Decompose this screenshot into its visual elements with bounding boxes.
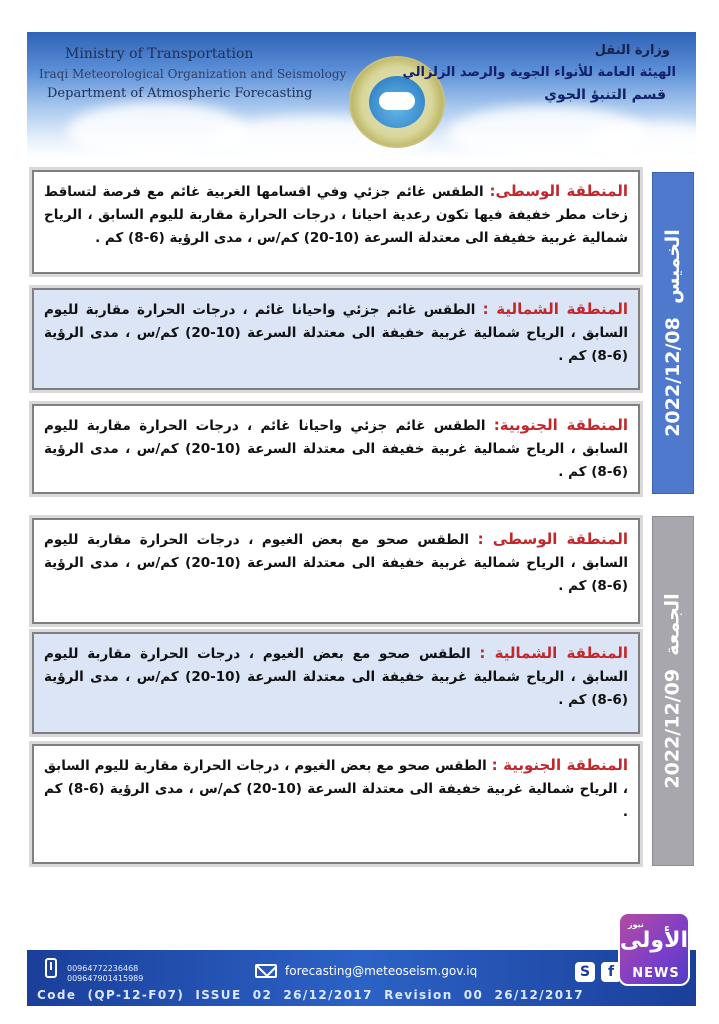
day-name: الجمعة xyxy=(662,593,685,656)
skype-icon[interactable]: S xyxy=(575,962,595,982)
contact-email[interactable]: forecasting@meteoseism.gov.iq xyxy=(285,964,478,978)
forecast-thursday-south xyxy=(32,404,640,494)
date-label xyxy=(662,593,684,788)
region-forecast-text: الطقس صحو مع بعض الغيوم ، درجات الحرارة مقاربة لليوم السابق ، الرياح شمالية غربية خفيفة الى معتدلة السرعة (10-20) كم/س ، مدى الرؤية (6-8) كم . xyxy=(44,646,628,708)
region-name: المنطقة الجنوبية: xyxy=(493,416,628,434)
department-name-en: Department of Atmospheric Forecasting xyxy=(47,86,313,101)
phone-icon xyxy=(45,958,57,978)
ministry-name-en: Ministry of Transportation xyxy=(65,46,254,62)
date-value: 2022/12/09 xyxy=(662,668,685,789)
watermark-main: الأولى xyxy=(619,928,688,953)
region-name: المنطقة الوسطى : xyxy=(477,530,628,548)
date-label xyxy=(662,229,684,437)
forecast-thursday-central xyxy=(32,170,640,274)
footer-bar xyxy=(27,950,696,1006)
watermark-news: NEWS xyxy=(632,966,680,981)
region-forecast-text: الطقس غائم جزئي واحيانا غائم ، درجات الحرارة مقاربة لليوم السابق ، الرياح شمالية غربية خفيفة الى معتدلة السرعة (10-20) كم/س ، مدى الرؤية (6-8) كم . xyxy=(44,302,628,364)
header-arabic xyxy=(402,40,676,106)
region-name: المنطقة الجنوبية : xyxy=(491,756,628,774)
forecast-friday-north xyxy=(32,632,640,734)
region-name: المنطقة الشمالية : xyxy=(482,300,628,318)
mail-icon xyxy=(255,964,277,978)
region-name: المنطقة الوسطى: xyxy=(489,182,628,200)
department-name-ar: قسم التنبؤ الجوي xyxy=(544,87,666,103)
organization-name-en: Iraqi Meteorological Organization and Seismology xyxy=(39,67,347,81)
day-name: الخميس xyxy=(662,229,685,304)
header-english xyxy=(39,44,347,104)
header-banner xyxy=(27,32,696,158)
forecast-thursday-north xyxy=(32,288,640,390)
region-name: المنطقة الشمالية : xyxy=(479,644,628,662)
forecast-friday-central xyxy=(32,518,640,624)
facebook-icon[interactable]: f xyxy=(601,962,621,982)
ministry-name-ar: وزارة النقل xyxy=(594,43,670,58)
date-bar-friday xyxy=(652,516,694,866)
watermark-sub: نيوز xyxy=(628,920,644,929)
region-forecast-text: الطقس غائم جزئي واحيانا غائم ، درجات الحرارة مقاربة لليوم السابق ، الرياح شمالية غربية خفيفة الى معتدلة السرعة (10-20) كم/س ، مدى الرؤية (6-8) كم . xyxy=(44,418,628,480)
date-bar-thursday xyxy=(652,172,694,494)
phone-number: 009647722364​68 xyxy=(67,964,139,973)
document-code-line: Code (QP-12-F07) ISSUE 02 26/12/2017 Revision 00 26/12/2017 xyxy=(37,988,585,1002)
phone-number: 009647901415989 xyxy=(67,974,144,983)
organization-name-ar: الهيئة العامة للأنواء الجوية والرصد الزلزالي xyxy=(402,65,676,80)
region-forecast-text: الطقس صحو مع بعض الغيوم ، درجات الحرارة مقاربة لليوم السابق ، الرياح شمالية غربية خفيفة الى معتدلة السرعة (10-20) كم/س ، مدى الرؤية (6-8) كم . xyxy=(44,758,628,820)
forecast-friday-south xyxy=(32,744,640,864)
phone-numbers xyxy=(67,964,143,984)
region-forecast-text: الطقس غائم جزئي وفي اقسامها الغربية غائم مع فرصة لتساقط زخات مطر خفيفة فيها تكون رعدية احيانا ، درجات الحرارة مقاربة لليوم السابق ، الرياح شمالية غربية خفيفة الى معتدلة السرعة (10-20) كم/س ، مدى الرؤية (6-8) كم . xyxy=(44,184,628,246)
date-value: 2022/12/08 xyxy=(662,317,685,437)
news-watermark-logo xyxy=(618,912,690,986)
region-forecast-text: الطقس صحو مع بعض الغيوم ، درجات الحرارة مقاربة لليوم السابق ، الرياح شمالية غربية خفيفة الى معتدلة السرعة (10-20) كم/س ، مدى الرؤية (6-8) كم . xyxy=(44,532,628,594)
